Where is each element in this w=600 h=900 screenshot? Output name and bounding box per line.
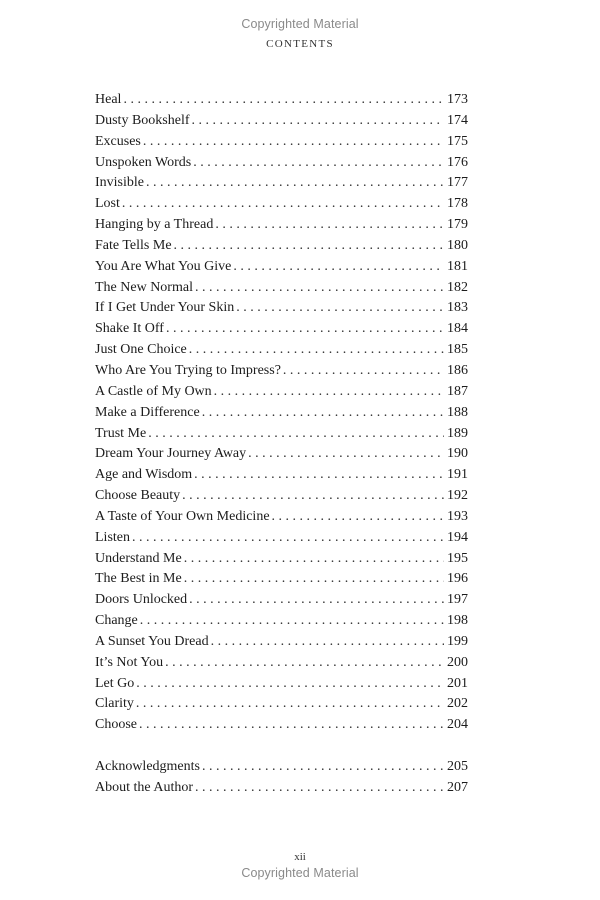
dot-leader: [182, 486, 444, 507]
toc-entry-title: You Are What You Give: [95, 258, 232, 274]
toc-entry: [95, 444, 468, 465]
toc-entry-page: 202: [447, 696, 468, 712]
toc-entry: [95, 173, 468, 194]
dot-leader: [174, 236, 444, 257]
toc-entry-title: Unspoken Words: [95, 154, 192, 170]
toc-entry: [95, 674, 468, 695]
toc-entry: [95, 715, 468, 736]
toc-entry: [95, 132, 468, 153]
toc-entry: [95, 590, 468, 611]
dot-leader: [143, 132, 444, 153]
toc-entry: [95, 569, 468, 590]
toc-entry-page: 187: [447, 383, 468, 399]
dot-leader: [189, 340, 444, 361]
toc-entry-title: Clarity: [95, 696, 134, 712]
toc-entry: [95, 382, 468, 403]
toc-entry-title: Invisible: [95, 175, 144, 191]
toc-entry-title: Listen: [95, 529, 130, 545]
toc-entry: [95, 257, 468, 278]
toc-entry-page: 200: [447, 654, 468, 670]
toc-entry: [95, 778, 468, 799]
toc-list: [95, 90, 468, 736]
toc-entry: [95, 340, 468, 361]
toc-entry-page: 194: [447, 529, 468, 545]
toc-entry-page: 176: [447, 154, 468, 170]
dot-leader: [195, 778, 444, 799]
toc-entry-page: 207: [447, 779, 468, 795]
toc-entry-page: 198: [447, 613, 468, 629]
dot-leader: [202, 757, 444, 778]
dot-leader: [248, 444, 444, 465]
toc-entry: [95, 549, 468, 570]
toc-entry-title: Change: [95, 613, 138, 629]
toc-entry-page: 188: [447, 404, 468, 420]
toc-entry: [95, 278, 468, 299]
dot-leader: [202, 403, 444, 424]
toc-entry-title: Choose: [95, 717, 137, 733]
dot-leader: [215, 215, 444, 236]
toc-entry-title: The New Normal: [95, 279, 193, 295]
back-matter-list: [95, 757, 468, 799]
toc-entry: [95, 528, 468, 549]
toc-entry-page: 190: [447, 446, 468, 462]
toc-entry-page: 179: [447, 217, 468, 233]
toc-entry-title: A Taste of Your Own Medicine: [95, 508, 270, 524]
toc-entry-title: A Castle of My Own: [95, 383, 212, 399]
toc-entry-page: 174: [447, 112, 468, 128]
toc-entry-title: The Best in Me: [95, 571, 182, 587]
dot-leader: [136, 694, 444, 715]
dot-leader: [272, 507, 444, 528]
toc-entry-page: 182: [447, 279, 468, 295]
toc-entry-title: Lost: [95, 196, 120, 212]
toc-entry: [95, 486, 468, 507]
dot-leader: [122, 194, 444, 215]
toc-entry: [95, 111, 468, 132]
dot-leader: [184, 549, 444, 570]
toc-entry-title: Age and Wisdom: [95, 467, 193, 483]
toc-entry-title: Shake It Off: [95, 321, 164, 337]
dot-leader: [192, 111, 445, 132]
dot-leader: [166, 319, 444, 340]
toc-entry-page: 189: [447, 425, 468, 441]
toc-entry: [95, 90, 468, 111]
toc-entry: [95, 507, 468, 528]
toc-entry-title: It’s Not You: [95, 654, 164, 670]
toc-entry: [95, 298, 468, 319]
toc-entry-title: Trust Me: [95, 425, 147, 441]
toc-entry-page: 204: [447, 717, 468, 733]
toc-entry-page: 186: [447, 362, 468, 378]
toc-entry-title: Heal: [95, 92, 122, 107]
dot-leader: [189, 590, 444, 611]
toc-entry-title: Excuses: [95, 133, 141, 149]
copyright-watermark-top: Copyrighted Material: [241, 17, 359, 31]
contents-heading: CONTENTS: [266, 38, 334, 50]
toc-entry-page: 199: [447, 633, 468, 649]
page-number: xii: [294, 851, 306, 863]
toc-entry-page: 173: [447, 92, 468, 107]
dot-leader: [233, 257, 444, 278]
toc-entry: [95, 215, 468, 236]
toc-entry-title: A Sunset You Dread: [95, 633, 209, 649]
toc-entry-title: Who Are You Trying to Impress?: [95, 362, 281, 378]
dot-leader: [211, 632, 444, 653]
toc-entry: [95, 611, 468, 632]
dot-leader: [123, 90, 444, 111]
toc-entry: [95, 194, 468, 215]
toc-entry-title: Just One Choice: [95, 342, 187, 358]
dot-leader: [195, 278, 444, 299]
dot-leader: [194, 465, 444, 486]
toc-entry-page: 205: [447, 759, 468, 774]
toc-entry: [95, 236, 468, 257]
toc-entry-title: Let Go: [95, 675, 135, 691]
toc-entry: [95, 153, 468, 174]
toc-entry: [95, 653, 468, 674]
toc-entry: [95, 403, 468, 424]
toc-entry-title: Dream Your Journey Away: [95, 446, 247, 462]
toc-entry: [95, 465, 468, 486]
toc-entry: [95, 424, 468, 445]
toc-entry-page: 184: [447, 321, 468, 337]
toc-entry-page: 193: [447, 508, 468, 524]
toc-entry-title: If I Get Under Your Skin: [95, 300, 235, 316]
toc-entry-page: 195: [447, 550, 468, 566]
toc-entry-page: 183: [447, 300, 468, 316]
toc-entry-page: 177: [447, 175, 468, 191]
dot-leader: [140, 611, 444, 632]
dot-leader: [146, 173, 444, 194]
toc-entry-title: Hanging by a Thread: [95, 217, 214, 233]
toc-entry: [95, 757, 468, 778]
toc-entry-title: About the Author: [95, 779, 193, 795]
toc-entry-page: 201: [447, 675, 468, 691]
dot-leader: [184, 569, 444, 590]
dot-leader: [165, 653, 444, 674]
copyright-watermark-bottom: Copyrighted Material: [241, 866, 359, 880]
toc-entry: [95, 632, 468, 653]
toc-entry-page: 175: [447, 133, 468, 149]
toc-entry-page: 178: [447, 196, 468, 212]
toc-entry-page: 180: [447, 237, 468, 253]
toc-entry: [95, 694, 468, 715]
toc-entry: [95, 319, 468, 340]
toc-entry-page: 197: [447, 592, 468, 608]
dot-leader: [136, 674, 444, 695]
dot-leader: [283, 361, 444, 382]
toc-entry-title: Choose Beauty: [95, 488, 181, 504]
dot-leader: [132, 528, 444, 549]
toc-entry-title: Make a Difference: [95, 404, 200, 420]
toc-entry-page: 181: [447, 258, 468, 274]
dot-leader: [236, 298, 444, 319]
toc-entry-title: Understand Me: [95, 550, 182, 566]
dot-leader: [193, 153, 444, 174]
toc-entry-page: 191: [447, 467, 468, 483]
dot-leader: [139, 715, 444, 736]
dot-leader: [148, 424, 444, 445]
toc-entry-page: 185: [447, 342, 468, 358]
toc-entry-title: Acknowledgments: [95, 759, 200, 774]
toc-entry-title: Doors Unlocked: [95, 592, 188, 608]
toc-entry-page: 196: [447, 571, 468, 587]
toc-entry: [95, 361, 468, 382]
toc-entry-page: 192: [447, 488, 468, 504]
toc-entry-title: Fate Tells Me: [95, 237, 172, 253]
toc-entry-title: Dusty Bookshelf: [95, 112, 190, 128]
dot-leader: [214, 382, 444, 403]
